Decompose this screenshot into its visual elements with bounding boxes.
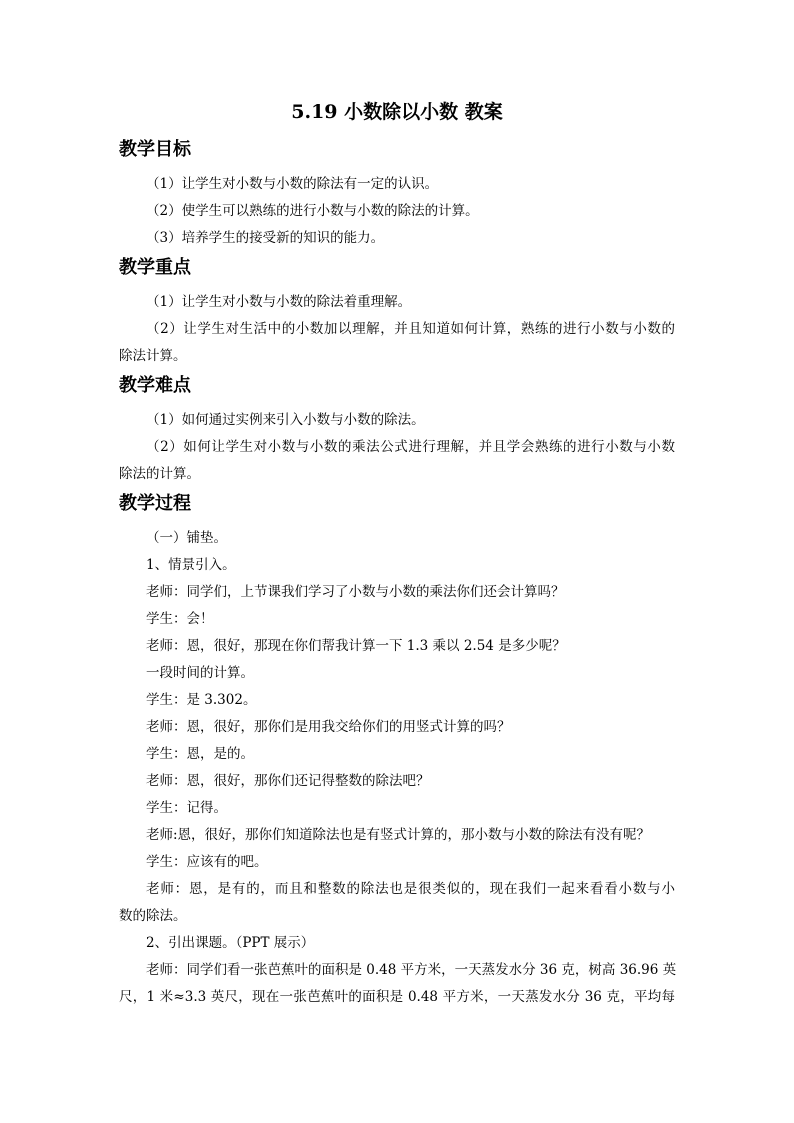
difficulties-heading: 教学难点 (119, 375, 191, 396)
objective-item-3: （3）培养学生的接受新的知识的能力。 (146, 230, 385, 246)
process-line: （一）铺垫。 (146, 530, 227, 546)
ppt-paragraph-line-2: 尺，1 米≈3.3 英尺，现在一张芭蕉叶的面积是 0.48 平方米，一天蒸发水分 36 克，平均每 (119, 989, 675, 1005)
key-point-item-2-line-1: （2）让学生对生活中的小数加以理解，并且知道如何计算，熟练的进行小数与小数的 (146, 321, 675, 337)
process-line: 学生：应该有的吧。 (146, 854, 268, 870)
page-title: 5.19 小数除以小数 教案 (291, 101, 503, 123)
topic-intro: 2、引出课题。（PPT 展示） (146, 935, 315, 951)
process-line: 学生：记得。 (146, 800, 227, 816)
objective-item-1: （1）让学生对小数与小数的除法有一定的认识。 (146, 176, 439, 192)
process-line: 一段时间的计算。 (146, 665, 254, 681)
teacher-paragraph-line-2: 数的除法。 (119, 908, 187, 924)
key-points-heading: 教学重点 (119, 257, 191, 278)
teacher-paragraph-line-1: 老师：恩，是有的，而且和整数的除法也是很类似的，现在我们一起来看看小数与小 (146, 881, 675, 897)
process-heading: 教学过程 (119, 493, 191, 514)
ppt-paragraph-line-1: 老师：同学们看一张芭蕉叶的面积是 0.48 平方米，一天蒸发水分 36 克，树高 36.96 英 (146, 962, 677, 978)
key-point-item-1: （1）让学生对小数与小数的除法着重理解。 (146, 294, 412, 310)
process-line: 学生：会！ (146, 611, 214, 627)
key-point-item-2-line-2: 除法计算。 (119, 348, 187, 364)
process-line: 老师：同学们，上节课我们学习了小数与小数的乘法你们还会计算吗？ (146, 584, 565, 600)
process-line: 1、情景引入。 (146, 557, 236, 573)
difficulty-item-2-line-1: （2）如何让学生对小数与小数的乘法公式进行理解，并且学会熟练的进行小数与小数 (146, 439, 675, 455)
difficulty-item-1: （1）如何通过实例来引入小数与小数的除法。 (146, 412, 425, 428)
process-line: 老师：恩，很好，那现在你们帮我计算一下 1.3 乘以 2.54 是多少呢？ (146, 638, 566, 654)
process-line: 学生：是 3.302。 (146, 692, 257, 708)
process-line: 老师：恩，很好，那你们是用我交给你们的用竖式计算的吗？ (146, 719, 511, 735)
difficulty-item-2-line-2: 除法的计算。 (119, 466, 200, 482)
objectives-heading: 教学目标 (119, 139, 191, 160)
objective-item-2: （2）使学生可以熟练的进行小数与小数的除法的计算。 (146, 203, 479, 219)
process-line: 学生：恩，是的。 (146, 746, 254, 762)
process-line: 老师：恩，很好，那你们还记得整数的除法吧？ (146, 773, 430, 789)
process-line: 老师:恩，很好，那你们知道除法也是有竖式计算的，那小数与小数的除法有没有呢？ (146, 827, 651, 843)
